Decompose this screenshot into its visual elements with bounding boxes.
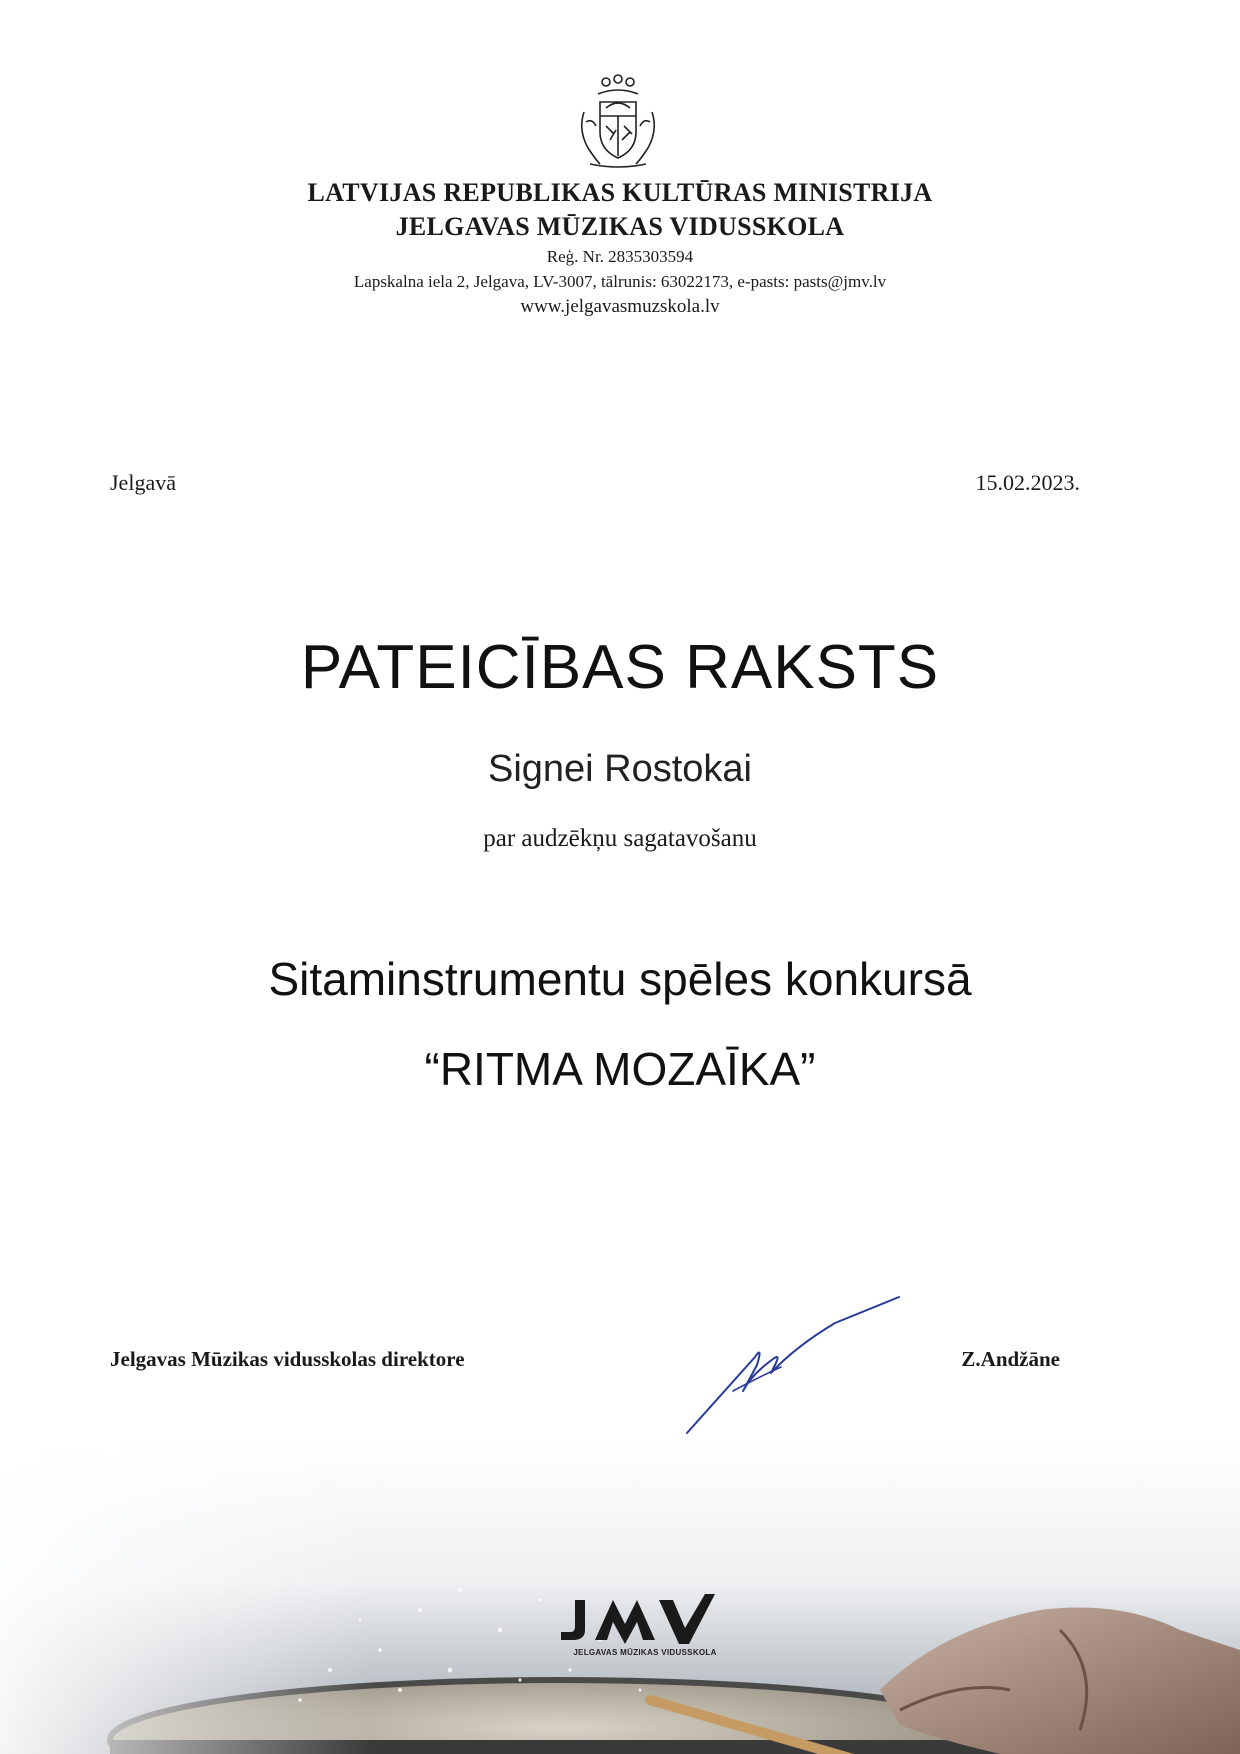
ministry-name: LATVIJAS REPUBLIKAS KULTŪRAS MINISTRIJA [307,178,933,207]
award-reason: par audzēkņu sagatavošanu [483,825,757,852]
issue-date: 15.02.2023. [975,470,1080,495]
school-name: JELGAVAS MŪZIKAS VIDUSSKOLA [395,212,845,241]
contest-description: Sitaminstrumentu spēles konkursā [268,953,972,1005]
registration-number: Reģ. Nr. 2835303594 [546,247,694,266]
website-link[interactable]: www.jelgavasmuzskola.lv [520,296,720,317]
certificate-title: PATEICĪBAS RAKSTS [300,633,940,702]
signer-role: Jelgavas Mūzikas vidusskolas direktore [110,1347,465,1371]
contact-address: Lapskalna iela 2, Jelgava, LV-3007, tālrunis: 63022173, e-pasts: pasts@jmv.lv [353,272,887,291]
logo-caption: JELGAVAS MŪZIKAS VIDUSSKOLA [573,1648,717,1657]
signer-name: Z.Andžāne [961,1347,1060,1371]
latvia-coat-of-arms-icon [570,72,666,172]
place-of-issue: Jelgavā [110,470,176,495]
handwritten-signature [685,1295,905,1435]
recipient-name: Signei Rostokai [487,748,753,790]
school-logo [555,1590,735,1660]
contest-name: “RITMA MOZAĪKA” [424,1043,816,1095]
